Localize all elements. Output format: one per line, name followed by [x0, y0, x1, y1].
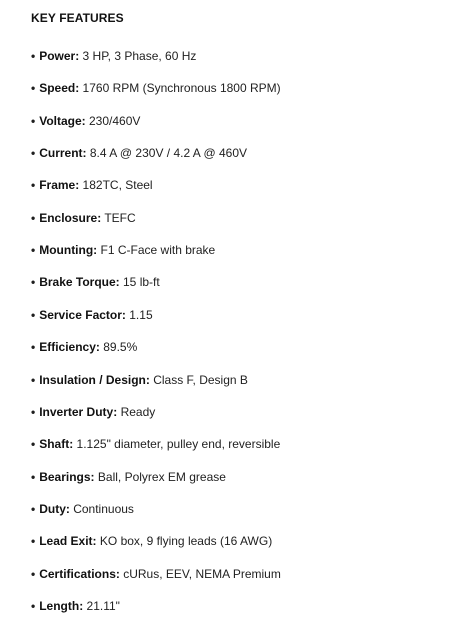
feature-label: Lead Exit: — [39, 534, 97, 549]
list-item — [31, 78, 281, 98]
list-item — [31, 434, 280, 454]
bullet: • — [31, 275, 36, 290]
list-item — [31, 402, 155, 422]
feature-label: Inverter Duty: — [39, 404, 118, 419]
bullet: • — [31, 437, 36, 452]
feature-value: 230/460V — [85, 113, 141, 128]
bullet: • — [31, 534, 36, 549]
list-item — [31, 175, 153, 195]
bullet: • — [31, 113, 36, 128]
bullet: • — [31, 49, 36, 63]
feature-value: KO box, 9 flying leads (16 AWG) — [96, 534, 273, 549]
bullet: • — [31, 146, 36, 161]
bullet: • — [31, 307, 36, 322]
feature-value: Ball, Polyrex EM grease — [94, 469, 226, 484]
feature-label: Brake Torque: — [39, 275, 120, 290]
bullet: • — [31, 469, 36, 484]
list-item — [31, 370, 248, 390]
feature-label: Current: — [39, 146, 87, 161]
feature-value: 89.5% — [99, 340, 138, 355]
feature-value: 3 HP, 3 Phase, 60 Hz — [79, 49, 197, 63]
key-features-section — [31, 8, 451, 613]
feature-value: 1.15 — [125, 307, 153, 322]
list-item — [31, 111, 140, 131]
feature-value: 1760 RPM (Synchronous 1800 RPM) — [79, 81, 281, 96]
feature-label: Length: — [39, 598, 84, 613]
feature-label: Certifications: — [39, 566, 120, 581]
list-item — [31, 208, 136, 228]
list-item — [31, 272, 160, 292]
list-item — [31, 564, 281, 584]
list-item — [31, 305, 153, 325]
bullet: • — [31, 243, 36, 258]
feature-value: 15 lb-ft — [119, 275, 160, 290]
feature-label: Frame: — [39, 178, 80, 193]
list-item — [31, 240, 215, 260]
bullet: • — [31, 178, 36, 193]
bullet: • — [31, 566, 36, 581]
feature-value: 21.11" — [83, 598, 120, 613]
feature-value: Continuous — [69, 501, 134, 516]
feature-label: Enclosure: — [39, 210, 102, 225]
feature-label: Duty: — [39, 501, 70, 516]
bullet: • — [31, 404, 36, 419]
feature-value: 182TC, Steel — [79, 178, 153, 193]
feature-label: Power: — [39, 49, 80, 63]
feature-label: Efficiency: — [39, 340, 100, 355]
bullet: • — [31, 372, 36, 387]
list-item — [31, 467, 226, 487]
feature-value: 8.4 A @ 230V / 4.2 A @ 460V — [86, 146, 248, 161]
feature-label: Insulation / Design: — [39, 372, 150, 387]
list-item — [31, 46, 196, 66]
feature-label: Speed: — [39, 81, 80, 96]
list-item — [31, 499, 134, 519]
bullet: • — [31, 81, 36, 96]
feature-value: TEFC — [101, 210, 136, 225]
feature-value: Class F, Design B — [149, 372, 248, 387]
bullet: • — [31, 340, 36, 355]
list-item — [31, 596, 120, 616]
feature-label: Mounting: — [39, 243, 98, 258]
feature-value: Ready — [117, 404, 156, 419]
feature-label: Service Factor: — [39, 307, 126, 322]
bullet: • — [31, 210, 36, 225]
feature-value: cURus, EEV, NEMA Premium — [119, 566, 281, 581]
list-item — [31, 531, 272, 551]
list-item — [31, 337, 137, 357]
feature-label: Bearings: — [39, 469, 95, 484]
feature-value: F1 C-Face with brake — [97, 243, 216, 258]
feature-label: Shaft: — [39, 437, 74, 452]
section-heading: KEY FEATURES — [31, 11, 124, 25]
bullet: • — [31, 598, 36, 613]
feature-label: Voltage: — [39, 113, 86, 128]
feature-value: 1.125" diameter, pulley end, reversible — [73, 437, 281, 452]
list-item — [31, 143, 247, 163]
bullet: • — [31, 501, 36, 516]
